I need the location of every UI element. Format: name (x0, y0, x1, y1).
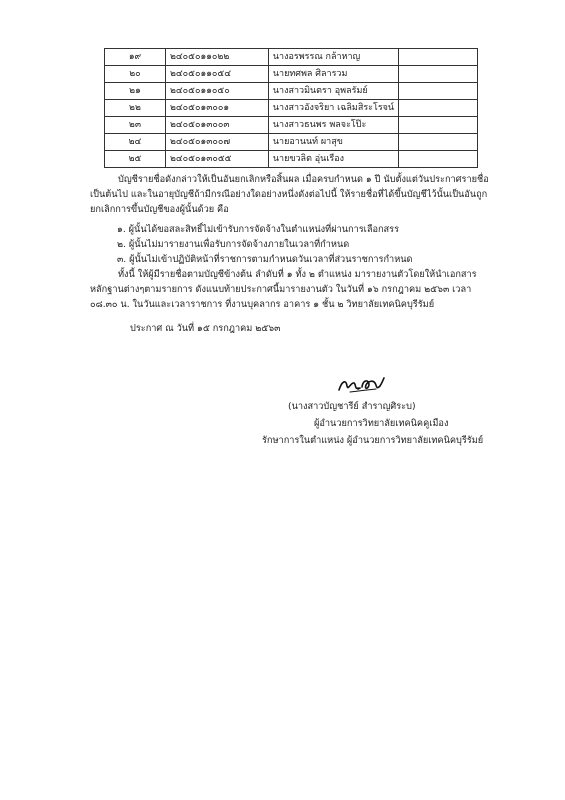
condition-item-1: ๑. ผู้นั้นได้ขอสละสิทธิ์ไม่เข้ารับการจัดจ้างในตำแหน่งที่ผ่านการเลือกสรร (117, 224, 400, 235)
empty-cell (399, 151, 478, 168)
condition-item-3: ๓. ผู้นั้นไม่เข้าปฏิบัติหน้าที่ราชการตามกำหนดวันเวลาที่ส่วนราชการกำหนด (117, 254, 413, 265)
signer-title: ผู้อำนวยการวิทยาลัยเทคนิคคูเมือง (314, 418, 449, 429)
applicant-name: นางอรพรรณ กล้าหาญ (268, 49, 398, 66)
table-row (105, 151, 478, 168)
roster-table-body (105, 49, 478, 168)
applicant-name: นางสาวธนพร พลจะโป๊ะ (268, 117, 398, 134)
announcement-date: ประกาศ ณ วันที่ ๑๕ กรกฎาคม ๒๕๖๓ (130, 323, 281, 334)
table-row (105, 49, 478, 66)
empty-cell (399, 100, 478, 117)
applicant-id: ๒๔๐๕๐๑๓๐๐๗ (165, 134, 268, 151)
applicant-id: ๒๔๐๕๐๑๓๐๐๑ (165, 100, 268, 117)
row-number: ๒๑ (105, 83, 166, 100)
intro-paragraph: บัญชีรายชื่อดังกล่าวให้เป็นอันยกเลิกหรือสิ้นผล เมื่อครบกำหนด ๑ ปี นับตั้งแต่วันประกาศรายชื่อเป็นต้นไป และในอายุบัญชีถ้ามีกรณีอย่างใดอย่างหนึ่งดังต่อไปนี้ ให้รายชื่อที่ได้ขึ้นบัญชีไว้นั้นเป็นอันถูกยกเลิกการขึ้นบัญชีของผู้นั้นด้วย คือ (90, 174, 489, 215)
applicant-name: นายขวลิต อุ่นเรือง (268, 151, 398, 168)
applicant-id: ๒๔๐๕๐๑๑๐๕๐ (165, 83, 268, 100)
signer-acting-title: รักษาการในตำแหน่ง ผู้อำนวยการวิทยาลัยเทคนิคบุรีรัมย์ (262, 435, 484, 446)
row-number: ๒๔ (105, 134, 166, 151)
row-number: ๑๙ (105, 49, 166, 66)
signature-image (336, 371, 386, 397)
closing-paragraph: ทั้งนี้ ให้ผู้มีรายชื่อตามบัญชีข้างต้น ลำดับที่ ๑ ทั้ง ๒ ตำแหน่ง มารายงานตัวโดยให้นำเอกสารหลักฐานต่างๆตามรายการ ดังแนบท้ายประกาศนี้มารายงานตัว ในวันที่ ๑๖ กรกฎาคม ๒๕๖๓ เวลา ๐๘.๓๐ น. ในวันและเวลาราชการ ที่งานบุคลากร อาคาร ๑ ชั้น ๒ วิทยาลัยเทคนิคบุรีรัมย์ (90, 269, 477, 310)
applicant-name: นางสาวอังจริยา เฉลิมสิระโรจน์ (268, 100, 398, 117)
table-row (105, 100, 478, 117)
applicant-name: นายอานนท์ ผาสุข (268, 134, 398, 151)
empty-cell (399, 83, 478, 100)
empty-cell (399, 134, 478, 151)
applicant-id: ๒๔๐๕๐๑๓๐๕๕ (165, 151, 268, 168)
applicant-id: ๒๔๐๕๐๑๓๐๐๓ (165, 117, 268, 134)
row-number: ๒๕ (105, 151, 166, 168)
table-row (105, 134, 478, 151)
empty-cell (399, 66, 478, 83)
applicant-name: นางสาวมินตรา อุพลรัมย์ (268, 83, 398, 100)
applicant-id: ๒๔๐๕๐๑๑๐๒๒ (165, 49, 268, 66)
condition-item-2: ๒. ผู้นั้นไม่มารายงานเพื่อรับการจัดจ้างภายในเวลาที่กำหนด (117, 239, 350, 250)
row-number: ๒๐ (105, 66, 166, 83)
signer-name: (นางสาวบัญชารีย์ สำราญศิระบ) (288, 401, 416, 412)
applicant-name: นายทศพล ศิลารวม (268, 66, 398, 83)
table-row (105, 117, 478, 134)
table-row (105, 83, 478, 100)
empty-cell (399, 49, 478, 66)
row-number: ๒๒ (105, 100, 166, 117)
empty-cell (399, 117, 478, 134)
table-row (105, 66, 478, 83)
row-number: ๒๓ (105, 117, 166, 134)
roster-table (104, 48, 478, 168)
applicant-id: ๒๔๐๕๐๑๑๐๕๔ (165, 66, 268, 83)
